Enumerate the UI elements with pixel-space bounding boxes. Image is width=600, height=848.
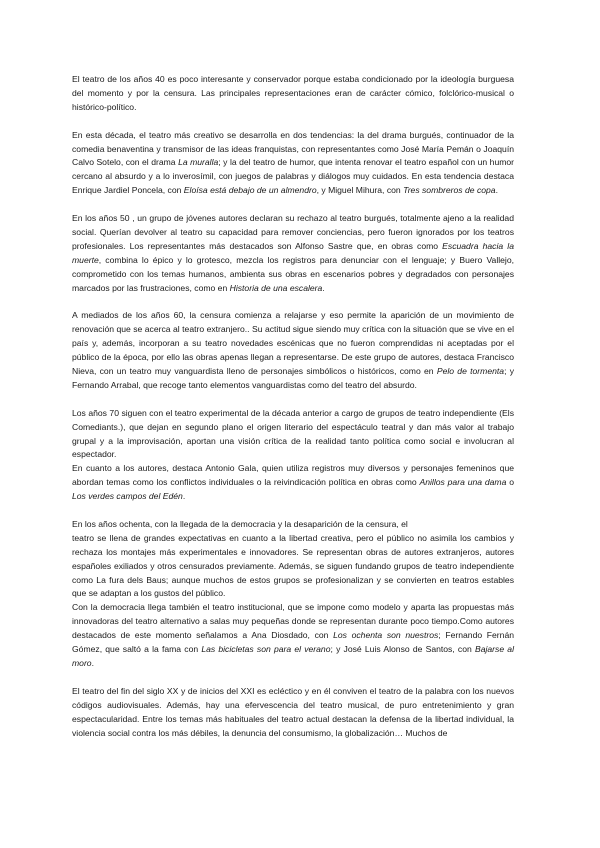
paragraph-3-title-2: Historia de una escalera	[229, 282, 323, 293]
paragraph-6-text-1: En cuanto a los autores, destaca Antonio Gala, quien utiliza registros muy diversos y personajes femeninos que abordan temas como los conflictos individuales o la reivindicación política en obras como	[72, 463, 514, 488]
paragraph-2-text-1: En esta década, el teatro más creativo se desarrolla en dos tendencias: la del drama burgués, continuador de la comedia benaventina y transmisor de las ideas franquistas, con representantes como José María Pemán o Joaquín Calvo Sotelo, con el drama	[72, 129, 514, 168]
paragraph-5: Los años 70 siguen con el teatro experimental de la década anterior a cargo de grupos de teatro independiente (Els Comediants.), que dejan en segundo plano el origen literario del espectáculo teatral y dan más valor al trabajo grupal y a la improvisación, aportan una visión crítica de la realidad tanto política como social e involucran al espectador.	[72, 407, 514, 460]
paragraph-4-text-2: ; y Fernando Arrabal, que recoge tanto elementos vanguardistas como del teatro del absurdo.	[72, 365, 515, 390]
paragraph-9-text-3: ; y José Luis Alonso de Santos, con	[330, 644, 475, 655]
paragraph-2	[72, 129, 514, 199]
paragraph-2-title-2: Eloísa está debajo de un almendro	[183, 185, 317, 196]
paragraph-2-title-1: La muralla	[178, 157, 219, 168]
paragraph-3-text-1: En los años 50 , un grupo de jóvenes autores declaran su rechazo al teatro burgués, totalmente ajeno a la realidad social. Querían devolver al teatro su capacidad para remover conciencias, pero fueron ignorados por los teatros profesionales. Los representantes más destacados son Alfonso Sastre que, en obras como	[72, 213, 514, 251]
paragraph-1: El teatro de los años 40 es poco interesante y conservador porque estaba condicionado por la ideología burguesa del momento y por la censura. Las principales representaciones eran de carácter cómico, folclórico-musical o histórico-político.	[72, 74, 514, 112]
paragraph-6-text-2: o	[506, 477, 514, 488]
paragraph-6-text-3: .	[182, 491, 186, 502]
paragraph-7: En los años ochenta, con la llegada de la democracia y la desaparición de la censura, el	[72, 518, 408, 529]
paragraph-10: El teatro del fin del siglo XX y de inicios del XXI es ecléctico y en él conviven el teatro de la palabra con los nuevos códigos audiovisuales. Además, hay una efervescencia del teatro musical, de puro entretenimiento y gran espectacularidad. Entre los temas más habituales del teatro actual destacan la defensa de la libertad individual, la violencia social contra los más débiles, la denuncia del consumismo, la globalización… Muchos de	[72, 685, 514, 738]
paragraph-6	[72, 462, 514, 504]
paragraph-6-title-2: Los verdes campos del Edén	[72, 491, 183, 502]
paragraph-2-text-3: , y Miguel Mihura, con	[316, 185, 404, 196]
paragraph-4	[72, 309, 514, 392]
paragraph-8: teatro se llena de grandes expectativas en cuanto a la libertad creativa, pero el público no asimila los cambios y rechaza los montajes más experimentales e innovadores. Se representan obras de autores extranjeros, autores españoles exiliados y otros censurados previamente. Además, se siguen fundando grupos de teatro independiente como La fura dels Baus; aunque muchos de estos grupos se profesionalizan y se convierten en teatros estables que se adaptan a los gustos del público.	[72, 532, 514, 599]
paragraph-3-text-3: .	[322, 282, 325, 293]
paragraph-9-text-2: ; Fernando Fernán Gómez, que saltó a la fama con	[72, 630, 515, 655]
paragraph-4-title-1: Pelo de tormenta	[436, 365, 505, 376]
paragraph-9-title-3: Bajarse al moro	[72, 644, 514, 668]
paragraph-9-title-2: Las bicicletas son para el verano	[201, 644, 331, 655]
paragraph-3-title-1: Escuadra hacia la muerte	[72, 240, 514, 265]
paragraph-2-text-4: .	[495, 185, 498, 196]
paragraph-6-title-1: Anillos para una dama	[419, 477, 507, 488]
paragraph-3-text-2: , combina lo épico y lo grotesco, mezcla los registros para denunciar con el lenguaje; y Buero Vallejo, comprometido con los temas humanos, ambienta sus obras en escenarios pobres y degradados con personajes marcados por las frustraciones, como en	[72, 254, 514, 293]
paragraph-2-title-3: Tres sombreros de copa	[403, 185, 496, 196]
paragraph-9	[72, 601, 514, 671]
paragraph-9-title-1: Los ochenta son nuestros	[333, 630, 439, 641]
paragraph-3	[72, 212, 514, 295]
paragraph-9-text-4: .	[91, 657, 94, 668]
paragraph-9-text-1: Con la democracia llega también el teatro institucional, que se impone como modelo y aparta las propuestas más innovadoras del teatro alternativo a salas muy pequeñas donde se representan durante poco tiempo.Como autores destacados de este momento señalamos a Ana Diosdado, con	[72, 602, 514, 641]
paragraph-4-text-1: A mediados de los años 60, la censura comienza a relajarse y eso permite la aparición de un movimiento de renovación que se acerca al teatro extranjero.. Su actitud sigue siendo muy crítica con la situación que se vive en el país y, además, incorporan a su teatro novedades escénicas que no fueron comprendidas ni aceptadas por el público de la época, por ello las obras apenas llegan a representarse. De este grupo de autores, destaca Francisco Nieva, con un teatro muy vanguardista lleno de personajes simbólicos o históricos, como en	[72, 310, 514, 376]
paragraph-2-text-2: ; y la del teatro de humor, que intenta renovar el teatro español con un humor cercano al absurdo y a lo inverosímil, con juegos de palabras y diálogos muy cuidados. En esta tendencia destaca Enrique Jardiel Poncela, con	[72, 157, 515, 196]
